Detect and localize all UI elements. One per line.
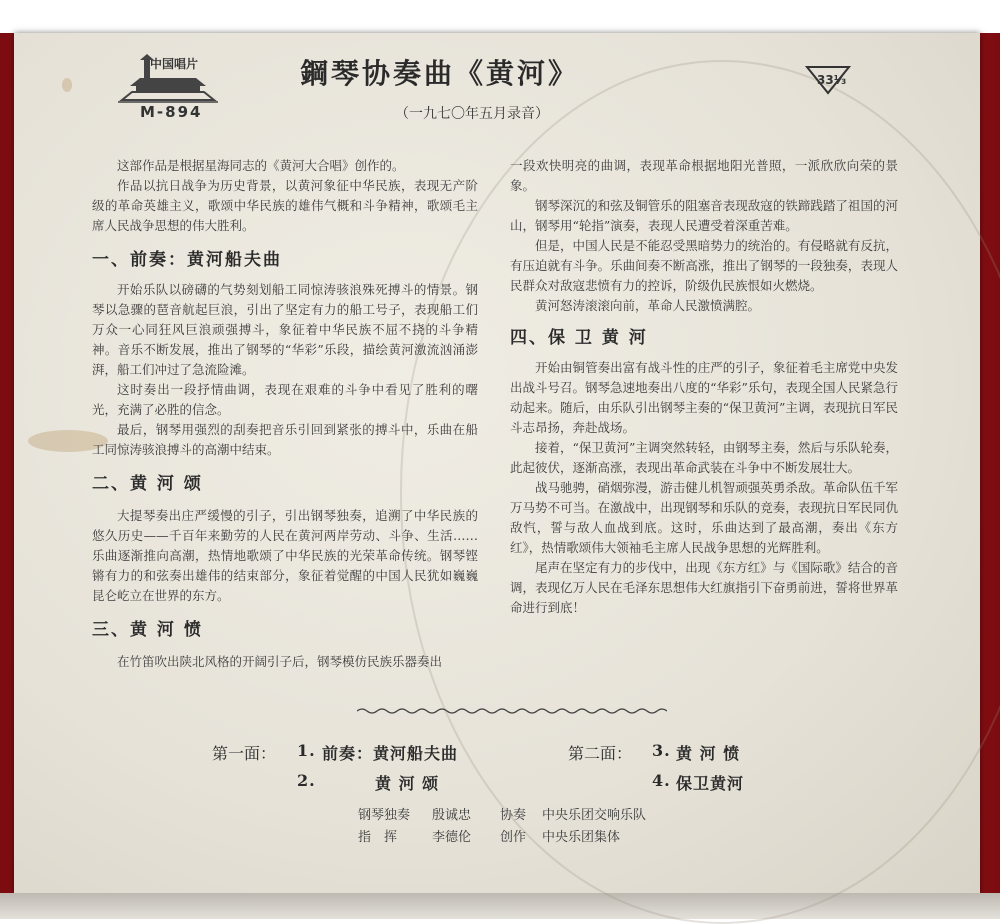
creation-value: 中央乐团集体 bbox=[542, 830, 621, 845]
speed-badge: 33⅓ bbox=[817, 73, 847, 87]
intro-paragraph-1: 这部作品是根据星海同志的《黄河大合唱》创作的。 bbox=[117, 158, 405, 173]
section-4-paragraph-2: 接着，“保卫黄河”主调突然转轻，由钢琴主奏，然后与乐队轮奏，此起彼伏，逐渐高涨，表现出革命武装在斗争中不断发展壮大。 bbox=[510, 440, 898, 475]
side-2-track-3-number: 3. bbox=[652, 741, 671, 760]
section-1-paragraph-1: 开始乐队以磅礴的气势刻划船工同惊涛骇浪殊死搏斗的情景。钢琴以急骤的琶音航起巨浪，引出了坚定有力的船工号子，表现船工们万众一心同狂风巨浪顽强搏斗，象征着中华民族不屈不挠的斗争精神。音乐不断发展，推出了钢琴的“华彩”乐段，描绘黄河激流汹涌澎湃，船工们冲过了急流险滩。 bbox=[92, 282, 478, 377]
right-column bbox=[510, 156, 898, 618]
side-2-track-3: 黄 河 愤 bbox=[676, 744, 741, 763]
section-4-paragraph-4: 尾声在坚定有力的步伐中，出现《东方红》与《国际歌》结合的音调，表现亿万人民在毛泽东思想伟大红旗指引下奋勇前进，誓将世界革命进行到底！ bbox=[510, 560, 898, 615]
recording-date: （一九七〇年五月录音） bbox=[395, 106, 549, 122]
intro-paragraph-2: 作品以抗日战争为历史背景，以黄河象征中华民族，表现无产阶级的革命英雄主义，歌颂中华民族的雄伟气概和斗争精神，歌颂毛主席人民战争思想的伟大胜利。 bbox=[92, 178, 478, 233]
side-2-label: 第二面： bbox=[568, 744, 633, 763]
piano-solo-value: 殷诚忠 bbox=[432, 808, 472, 823]
section-1-heading: 一、前奏：黄河船夫曲 bbox=[92, 250, 282, 270]
side-1-track-2-number: 2. bbox=[297, 771, 316, 790]
section-3-paragraph-2: 钢琴深沉的和弦及铜管乐的阻塞音表现敌寇的铁蹄践踏了祖国的河山，钢琴用“轮指”演奏，表现人民遭受着深重苦难。 bbox=[510, 198, 898, 233]
side-1-track-1-number: 1. bbox=[297, 741, 316, 760]
section-3-paragraph-3: 但是，中国人民是不能忍受黑暗势力的统治的。有侵略就有反抗，有压迫就有斗争。乐曲间奏不断高涨，推出了钢琴的一段独奏，表现人民群众对敌寇悲愤有力的控诉，阶级仇民族恨如火燃烧。 bbox=[510, 238, 898, 293]
catalog-number: M-894 bbox=[140, 103, 203, 121]
section-1-paragraph-3: 最后，钢琴用强烈的刮奏把音乐引回到紧张的搏斗中，乐曲在船工同惊涛骇浪搏斗的高潮中结束。 bbox=[92, 422, 478, 457]
section-1-paragraph-2: 这时奏出一段抒情曲调，表现在艰难的斗争中看见了胜利的曙光，充满了必胜的信念。 bbox=[92, 382, 478, 417]
side-1-track-1: 前奏：黄河船夫曲 bbox=[322, 744, 459, 763]
section-4-paragraph-1: 开始由铜管奏出富有战斗性的庄严的引子，象征着毛主席党中央发出战斗号召。钢琴急速地奏出八度的“华彩”乐句，表现全国人民紧急行动起来。随后，由乐队引出钢琴主奏的“保卫黄河”主调，表现抗日军民斗志昂扬，奔赴战场。 bbox=[510, 360, 898, 435]
stain bbox=[62, 78, 72, 92]
side-2-track-4: 保卫黄河 bbox=[676, 774, 745, 793]
piano-solo-label: 钢琴独奏 bbox=[358, 808, 411, 823]
creation-label: 创作 bbox=[500, 830, 527, 845]
accompaniment-value: 中央乐团交响乐队 bbox=[542, 808, 647, 823]
left-column bbox=[92, 156, 478, 672]
section-3-heading: 三、黄 河 愤 bbox=[92, 620, 203, 640]
section-3-paragraph-1: 在竹笛吹出陕北风格的开阔引子后，钢琴模仿民族乐器奏出 bbox=[117, 654, 443, 669]
accompaniment-label: 协奏 bbox=[500, 808, 527, 823]
section-4-heading: 四、保 卫 黄 河 bbox=[510, 328, 648, 348]
section-2-heading: 二、黄 河 颂 bbox=[92, 474, 203, 494]
section-3-paragraph-1-cont: 一段欢快明亮的曲调，表现革命根据地阳光普照，一派欣欣向荣的景象。 bbox=[510, 158, 898, 193]
section-2-paragraph-1: 大提琴奏出庄严缓慢的引子，引出钢琴独奏，追溯了中华民族的悠久历史——千百年来勤劳的人民在黄河两岸劳动、斗争、生活……乐曲逐渐推向高潮，热情地歌颂了中华民族的光荣革命传统。钢琴铿锵有力的和弦奏出雄伟的结束部分，象征着觉醒的中国人民犹如巍巍昆仑屹立在世界的东方。 bbox=[92, 508, 478, 603]
side-2-track-4-number: 4. bbox=[652, 771, 671, 790]
conductor-value: 李德伦 bbox=[432, 830, 472, 845]
side-1-track-2: 黄 河 颂 bbox=[375, 774, 440, 793]
section-4-paragraph-3: 战马驰骋，硝烟弥漫，游击健儿机智顽强英勇杀敌。革命队伍千军万马势不可当。在激战中，出现钢琴和乐队的竞奏，表现抗日军民同仇敌忾，誓与敌人血战到底。这时，乐曲达到了最高潮，奏出《东方红》，热情歌颂伟大领袖毛主席人民战争思想的光辉胜利。 bbox=[510, 480, 898, 555]
wavy-divider bbox=[357, 707, 667, 715]
bottom-strip bbox=[0, 893, 1000, 919]
page-title: 鋼琴协奏曲《黄河》 bbox=[300, 57, 580, 90]
conductor-label: 指 挥 bbox=[358, 830, 398, 845]
record-label-logo-text: 中国唱片 bbox=[150, 57, 199, 71]
side-1-label: 第一面： bbox=[212, 744, 277, 763]
section-3-paragraph-4: 黄河怒涛滚滚向前，革命人民激愤满腔。 bbox=[535, 298, 761, 313]
